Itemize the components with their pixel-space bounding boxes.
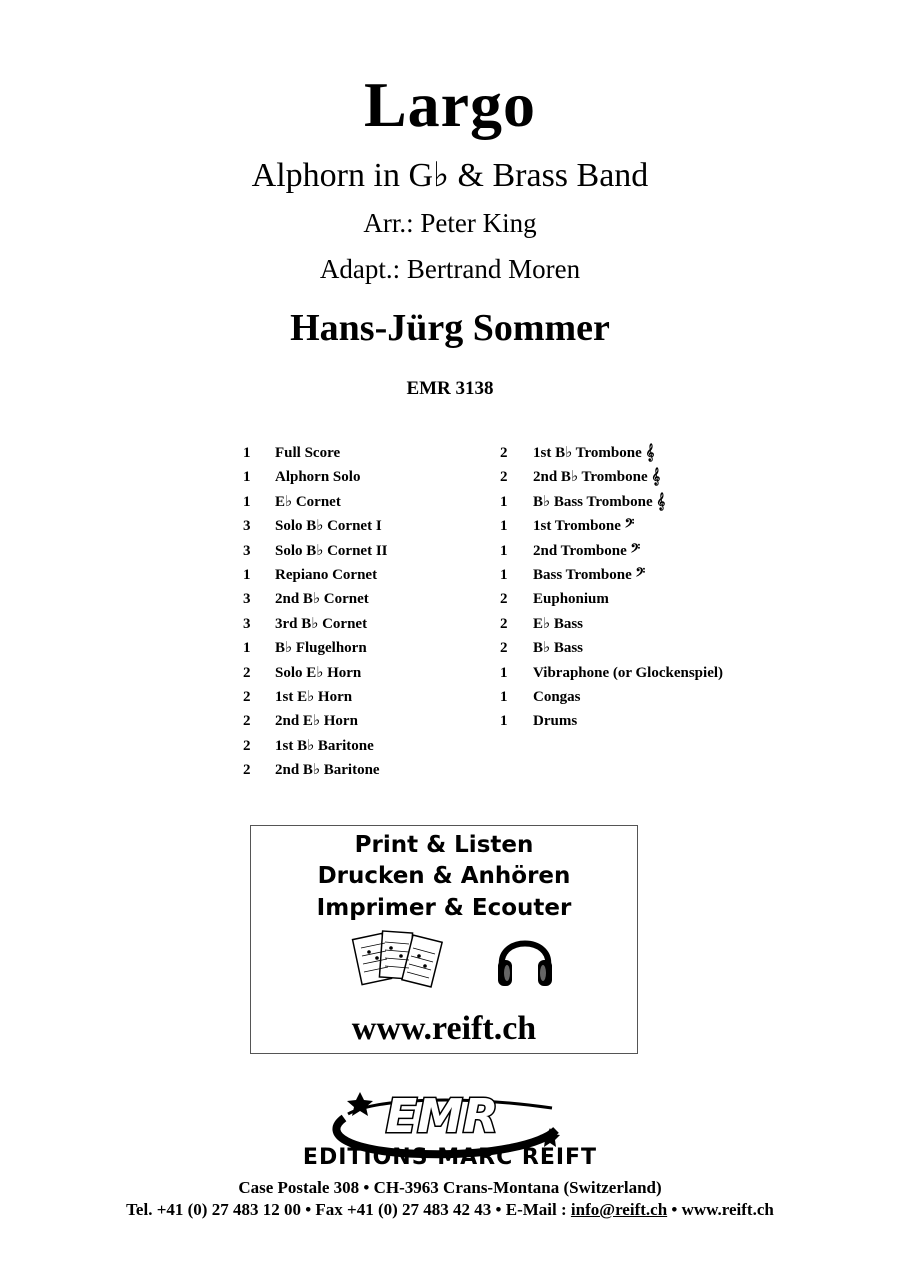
part-quantity: 1 — [500, 713, 508, 730]
parts-list-right — [500, 443, 820, 736]
part-name: 1st B♭ Trombone 𝄞 — [533, 445, 655, 461]
part-row — [243, 760, 483, 784]
part-row — [243, 467, 483, 491]
part-quantity: 3 — [243, 518, 251, 535]
part-row — [243, 711, 483, 735]
part-name: Drums — [533, 713, 578, 730]
part-row — [500, 638, 820, 662]
part-quantity: 3 — [243, 615, 251, 632]
part-row — [500, 467, 820, 491]
composer-name: Hans-Jürg Sommer — [290, 307, 610, 349]
part-row — [500, 663, 820, 687]
part-quantity: 2 — [243, 713, 251, 730]
part-row — [500, 443, 820, 467]
subtitle: Alphorn in G♭ & Brass Band — [251, 157, 649, 194]
part-name: 3rd B♭ Cornet — [275, 615, 368, 632]
part-row — [500, 687, 820, 711]
part-name: Bass Trombone 𝄢 — [533, 566, 646, 583]
part-name: B♭ Bass Trombone 𝄞 — [533, 493, 666, 510]
part-quantity: 1 — [500, 518, 508, 535]
part-name: Euphonium — [533, 591, 609, 608]
emr-logo-text: EMR — [385, 1090, 499, 1140]
part-quantity: 1 — [500, 566, 508, 583]
part-quantity: 1 — [243, 640, 251, 657]
part-quantity: 3 — [243, 591, 251, 608]
part-row — [243, 663, 483, 687]
part-row — [243, 516, 483, 540]
part-quantity: 1 — [500, 688, 508, 705]
part-row — [243, 443, 483, 467]
part-quantity: 1 — [243, 469, 251, 486]
part-quantity: 1 — [243, 445, 251, 461]
part-row — [243, 638, 483, 662]
part-row — [500, 614, 820, 638]
part-quantity: 1 — [500, 664, 508, 681]
part-quantity: 2 — [500, 591, 508, 608]
part-quantity: 2 — [500, 640, 508, 657]
promo-url[interactable]: www.reift.ch — [351, 1010, 537, 1047]
part-name: 1st B♭ Baritone — [275, 737, 374, 754]
part-quantity: 1 — [243, 566, 251, 583]
part-name: Full Score — [275, 445, 341, 461]
part-name: 2nd B♭ Cornet — [275, 591, 369, 608]
part-name: 2nd B♭ Trombone 𝄞 — [533, 469, 661, 486]
part-name: Vibraphone (or Glockenspiel) — [533, 664, 724, 681]
part-row — [243, 589, 483, 613]
part-name: 1st Trombone 𝄢 — [533, 518, 635, 535]
part-name: Solo B♭ Cornet I — [275, 518, 382, 535]
part-name: 2nd E♭ Horn — [275, 713, 358, 730]
publisher-address: Case Postale 308 • CH-3963 Crans-Montana (Switzerland) — [238, 1178, 662, 1197]
promo-line-1: Print & Listen — [354, 832, 534, 858]
part-name: Congas — [533, 688, 581, 705]
part-row — [243, 565, 483, 589]
emr-logo — [322, 1090, 562, 1140]
part-name: 2nd Trombone 𝄢 — [533, 542, 641, 559]
part-name: Repiano Cornet — [275, 566, 378, 583]
catalog-number: EMR 3138 — [406, 378, 494, 399]
part-name: Solo E♭ Horn — [275, 664, 362, 681]
part-quantity: 2 — [243, 762, 251, 779]
part-row — [243, 492, 483, 516]
part-name: Alphorn Solo — [275, 469, 361, 486]
part-row — [500, 589, 820, 613]
part-quantity: 2 — [243, 737, 251, 754]
part-quantity: 2 — [243, 688, 251, 705]
part-row — [500, 516, 820, 540]
promo-line-2: Drucken & Anhören — [317, 863, 571, 889]
part-name: B♭ Bass — [533, 640, 584, 657]
contact-phone-fax: Tel. +41 (0) 27 483 12 00 • Fax +41 (0) 27 483 42 43 • E-Mail : — [126, 1200, 571, 1219]
publisher-contact — [0, 1200, 900, 1220]
promo-line-3: Imprimer & Ecouter — [316, 895, 572, 921]
part-row — [500, 492, 820, 516]
part-quantity: 2 — [243, 664, 251, 681]
part-name: 1st E♭ Horn — [275, 688, 353, 705]
part-row — [243, 736, 483, 760]
part-quantity: 3 — [243, 542, 251, 559]
part-row — [243, 541, 483, 565]
part-quantity: 2 — [500, 615, 508, 632]
part-name: 2nd B♭ Baritone — [275, 762, 380, 779]
sheet-music-icon — [351, 926, 446, 996]
arranger-credit: Arr.: Peter King — [363, 208, 537, 238]
part-row — [500, 565, 820, 589]
adapter-credit: Adapt.: Bertrand Moren — [319, 254, 581, 284]
part-row — [500, 711, 820, 735]
part-row — [243, 687, 483, 711]
part-name: Solo B♭ Cornet II — [275, 542, 388, 559]
part-name: E♭ Bass — [533, 615, 584, 632]
part-quantity: 2 — [500, 469, 508, 486]
print-listen-box — [250, 825, 638, 1054]
publisher-name: EDITIONS MARC REIFT — [302, 1145, 598, 1170]
contact-website: • www.reift.ch — [667, 1200, 774, 1219]
parts-list-left — [243, 443, 483, 784]
part-quantity: 2 — [500, 445, 508, 461]
part-row — [243, 614, 483, 638]
part-quantity: 1 — [500, 493, 508, 510]
email-link[interactable]: info@reift.ch — [570, 1200, 668, 1219]
part-quantity: 1 — [243, 493, 251, 510]
headphones-icon — [494, 922, 556, 992]
part-row — [500, 541, 820, 565]
part-name: B♭ Flugelhorn — [275, 640, 367, 657]
part-name: E♭ Cornet — [275, 493, 341, 510]
part-quantity: 1 — [500, 542, 508, 559]
page-title: Largo — [363, 69, 537, 140]
